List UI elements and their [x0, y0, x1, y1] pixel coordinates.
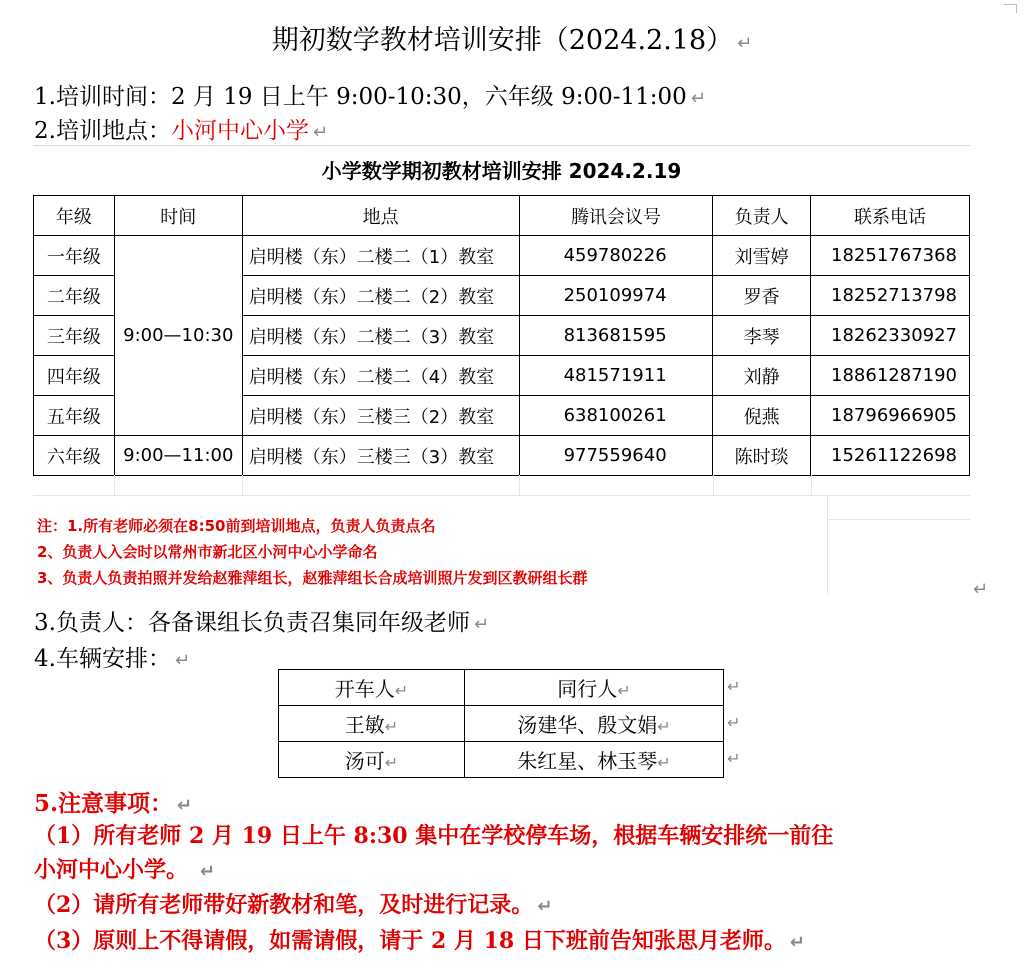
driver-header: 开车人	[334, 677, 395, 701]
paragraph-mark-icon: ↵	[473, 614, 490, 635]
precaution-line-2	[34, 888, 552, 919]
paragraph-mark-icon: ↵	[177, 795, 193, 816]
paragraph-mark-icon: ↵	[200, 861, 216, 882]
meeting-id-cell: 459780226	[519, 236, 713, 276]
meeting-id-cell: 638100261	[519, 396, 713, 436]
schedule-title: 小学数学期初教材培训安排 2024.2.19	[321, 159, 682, 183]
sheet-gridline	[33, 495, 970, 496]
precaution-line-1-cont	[34, 853, 215, 884]
companion-names: 汤建华、殷文娟	[517, 713, 658, 737]
sheet-border	[33, 145, 970, 146]
cell-mark-icon: ↵	[384, 753, 399, 772]
sheet-gridline	[827, 495, 828, 595]
training-place-line	[34, 112, 328, 145]
cell-mark-icon: ↵	[394, 681, 409, 700]
cell-mark-icon: ↵	[657, 717, 671, 736]
schedule-table	[33, 195, 970, 476]
header-cell: 时间	[114, 196, 242, 236]
training-time-label: 1.培训时间：	[34, 84, 171, 110]
schedule-note-3: 3、负责人负责拍照并发给赵雅萍组长，赵雅萍组长合成培训照片发到区教研组长群	[37, 569, 588, 587]
training-place-label: 2.培训地点：	[34, 118, 171, 144]
grade-cell: 六年级	[34, 436, 115, 476]
meeting-id-cell: 813681595	[519, 316, 713, 356]
person-cell: 罗香	[713, 276, 811, 316]
location-cell: 启明楼（东）二楼二（2）教室	[242, 276, 519, 316]
driver-name: 汤可	[344, 749, 385, 773]
sheet-gridline	[242, 475, 243, 495]
table-row	[34, 236, 970, 276]
companions-cell	[465, 706, 724, 742]
embedded-schedule-sheet	[33, 145, 989, 600]
location-cell: 启明楼（东）二楼二（3）教室	[242, 316, 519, 356]
header-cell: 年级	[34, 196, 115, 236]
training-time-line	[34, 78, 706, 111]
vehicle-line	[34, 640, 190, 673]
cell-mark-icon: ↵	[384, 717, 399, 736]
precaution-line-3-text: （3）原则上不得请假，如需请假，请于 2 月 18 日下班前告知张思月老师。	[34, 928, 786, 954]
schedule-note-2: 2、负责人入会时以常州市新北区小河中心小学命名	[37, 543, 378, 561]
companions-header: 同行人	[557, 677, 618, 701]
time-cell: 9:00—10:30	[114, 236, 242, 436]
vehicle-header-row	[279, 670, 724, 706]
paragraph-mark-icon: ↵	[537, 896, 553, 917]
row-mark-icon: ↵	[727, 713, 741, 732]
driver-cell	[279, 742, 465, 778]
sheet-gridline	[519, 475, 520, 495]
document-title	[0, 18, 1024, 57]
sheet-gridline	[713, 475, 714, 495]
header-cell: 地点	[242, 196, 519, 236]
cell-mark-icon: ↵	[617, 681, 631, 700]
precaution-line-3	[34, 924, 805, 955]
phone-cell: 18252713798	[811, 276, 970, 316]
precaution-line-2-text: （2）请所有老师带好新教材和笔，及时进行记录。	[34, 892, 534, 918]
person-cell: 陈时琰	[713, 436, 811, 476]
grade-cell: 一年级	[34, 236, 115, 276]
sheet-gridline	[827, 519, 970, 520]
cell-mark-icon: ↵	[657, 753, 671, 772]
paragraph-mark-icon: ↵	[973, 579, 989, 600]
phone-cell: 18796966905	[811, 396, 970, 436]
location-cell: 启明楼（东）二楼二（4）教室	[242, 356, 519, 396]
schedule-header-row	[34, 196, 970, 236]
grade-cell: 二年级	[34, 276, 115, 316]
table-row	[34, 436, 970, 476]
paragraph-mark-icon: ↵	[174, 650, 191, 671]
phone-cell: 18251767368	[811, 236, 970, 276]
header-cell	[465, 670, 724, 706]
phone-cell: 18262330927	[811, 316, 970, 356]
training-place-value: 小河中心小学	[170, 118, 309, 144]
grade-cell: 四年级	[34, 356, 115, 396]
grade-cell: 三年级	[34, 316, 115, 356]
location-cell: 启明楼（东）三楼三（2）教室	[242, 396, 519, 436]
row-mark-icon: ↵	[727, 677, 741, 696]
meeting-id-cell: 977559640	[519, 436, 713, 476]
phone-cell: 18861287190	[811, 356, 970, 396]
schedule-note-1: 注：1.所有老师必须在8:50前到培训地点，负责人负责点名	[37, 517, 436, 535]
document-title-text: 期初数学教材培训安排（2024.2.18）	[271, 25, 734, 56]
training-time-value: 2 月 19 日上午 9:00-10:30，六年级 9:00-11:00	[170, 84, 687, 110]
precautions-title-line	[34, 785, 192, 818]
header-cell: 联系电话	[811, 196, 970, 236]
location-cell: 启明楼（东）三楼三（3）教室	[242, 436, 519, 476]
header-cell: 负责人	[713, 196, 811, 236]
location-cell: 启明楼（东）二楼二（1）教室	[242, 236, 519, 276]
grade-cell: 五年级	[34, 396, 115, 436]
responsible-line	[34, 604, 489, 637]
person-cell: 倪燕	[713, 396, 811, 436]
vehicle-text: 4.车辆安排：	[34, 646, 171, 672]
phone-cell: 15261122698	[811, 436, 970, 476]
driver-cell	[279, 706, 465, 742]
table-row	[279, 706, 724, 742]
person-cell: 刘静	[713, 356, 811, 396]
time-cell: 9:00—11:00	[114, 436, 242, 476]
sheet-gridline	[114, 475, 115, 495]
paragraph-mark-icon: ↵	[789, 932, 805, 953]
paragraph-mark-icon: ↵	[312, 122, 329, 143]
table-row	[279, 742, 724, 778]
vehicle-table	[278, 669, 724, 778]
precaution-line-1: （1）所有老师 2 月 19 日上午 8:30 集中在学校停车场，根据车辆安排统一前往	[34, 823, 834, 849]
meeting-id-cell: 250109974	[519, 276, 713, 316]
person-cell: 刘雪婷	[713, 236, 811, 276]
header-cell	[279, 670, 465, 706]
row-mark-icon: ↵	[727, 749, 741, 768]
paragraph-mark-icon: ↵	[737, 33, 753, 54]
header-cell: 腾讯会议号	[519, 196, 713, 236]
precaution-line-1-cont-text: 小河中心小学。	[34, 857, 189, 883]
person-cell: 李琴	[713, 316, 811, 356]
paragraph-mark-icon: ↵	[690, 88, 706, 109]
meeting-id-cell: 481571911	[519, 356, 713, 396]
companion-names: 朱红星、林玉琴	[517, 749, 658, 773]
companions-cell	[465, 742, 724, 778]
sheet-gridline	[811, 475, 812, 495]
precautions-title: 5.注意事项：	[34, 790, 174, 817]
page-corner-mark	[1004, 4, 1017, 13]
responsible-text: 3.负责人：各备课组长负责召集同年级老师	[34, 610, 470, 636]
driver-name: 王敏	[344, 713, 385, 737]
